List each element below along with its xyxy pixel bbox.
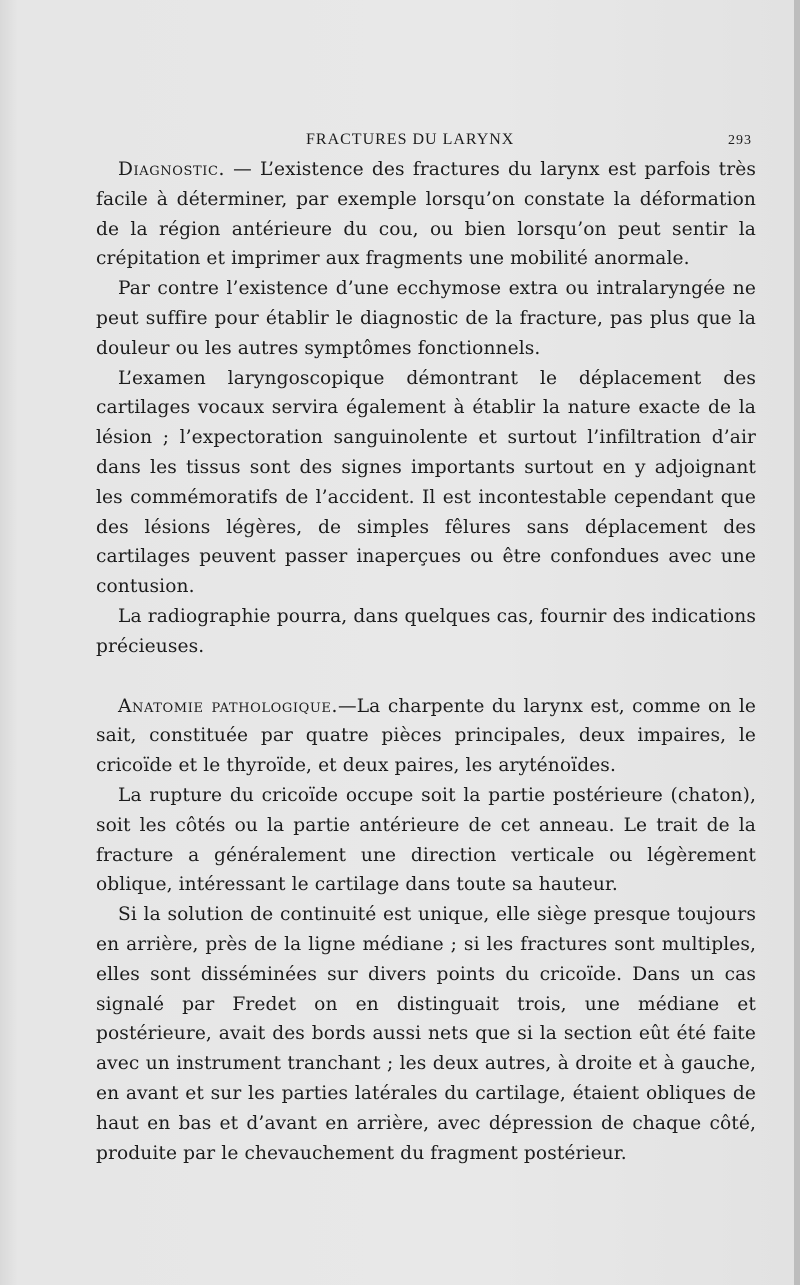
section-diagnostic: [96, 155, 756, 662]
page-number: 293: [728, 133, 752, 148]
section-lead-anatomie: Anatomie pathologique.: [118, 695, 339, 717]
paragraph: Par contre l’existence d’une ecchymose extra ou intralaryngée ne peut suffire pour établir le diagnostic de la fracture, pas plus que la douleur ou les autres symptômes fonctionnels.: [96, 278, 756, 359]
paragraph: La rupture du cricoïde occupe soit la partie postérieure (chaton), soit les côtés ou la partie antérieure de cet anneau. Le trait de la fracture a généralement une direction verticale ou légèrement oblique, intéressant le cartilage dans toute sa hauteur.: [96, 784, 756, 896]
paragraph: [96, 692, 756, 781]
paragraph: L’examen laryngoscopique démontrant le déplacement des cartilages vocaux servira également à établir la nature exacte de la lésion ; l’expectoration sanguinolente et surtout l’infiltration d’air dans les tissus sont des signes importants surtout en y adjoignant les commémoratifs de l’accident. Il est incontestable cependant que des lésions légères, de simples fêlures sans déplacement des cartilages peuvent passer inaperçues ou être confondues avec une contusion.: [96, 367, 756, 598]
running-header: [96, 125, 756, 155]
paragraph: La radiographie pourra, dans quelques cas, fournir des indications précieuses.: [96, 605, 756, 657]
page-edge-shadow: [794, 0, 800, 1285]
section-anatomie-pathologique: [96, 692, 756, 1169]
paragraph-text: —La charpente du larynx est, comme on le sait, constituée par quatre pièces principales, deux impaires, le cricoïde et le thyroïde, et deux paires, les aryténoïdes.: [96, 695, 756, 777]
running-title: FRACTURES DU LARYNX: [306, 131, 515, 148]
section-lead-diagnostic: Diagnostic.: [118, 159, 226, 180]
paragraph: [96, 155, 756, 274]
page-content: [96, 125, 756, 1168]
paragraph: Si la solution de continuité est unique, elle siège presque toujours en arrière, près de la ligne médiane ; si les fractures sont multiples, elles sont disséminées sur divers points du cricoïde. Dans un cas signalé par Fredet on en distinguait trois, une médiane et postérieure, avait des bords aussi nets que si la section eût été faite avec un instrument tranchant ; les deux autres, à droite et à gauche, en avant et sur les parties latérales du cartilage, étaient obliques de haut en bas et d’avant en arrière, avec dépression de chaque côté, produite par le chevauchement du fragment postérieur.: [96, 904, 756, 1164]
section-spacer: [96, 662, 756, 692]
paragraph-text: — L’existence des fractures du larynx est parfois très facile à déterminer, par exemple lorsqu’on constate la déformation de la région antérieure du cou, ou bien lorsqu’on peut sentir la crépitation et imprimer aux fragments une mobilité anormale.: [96, 159, 756, 270]
